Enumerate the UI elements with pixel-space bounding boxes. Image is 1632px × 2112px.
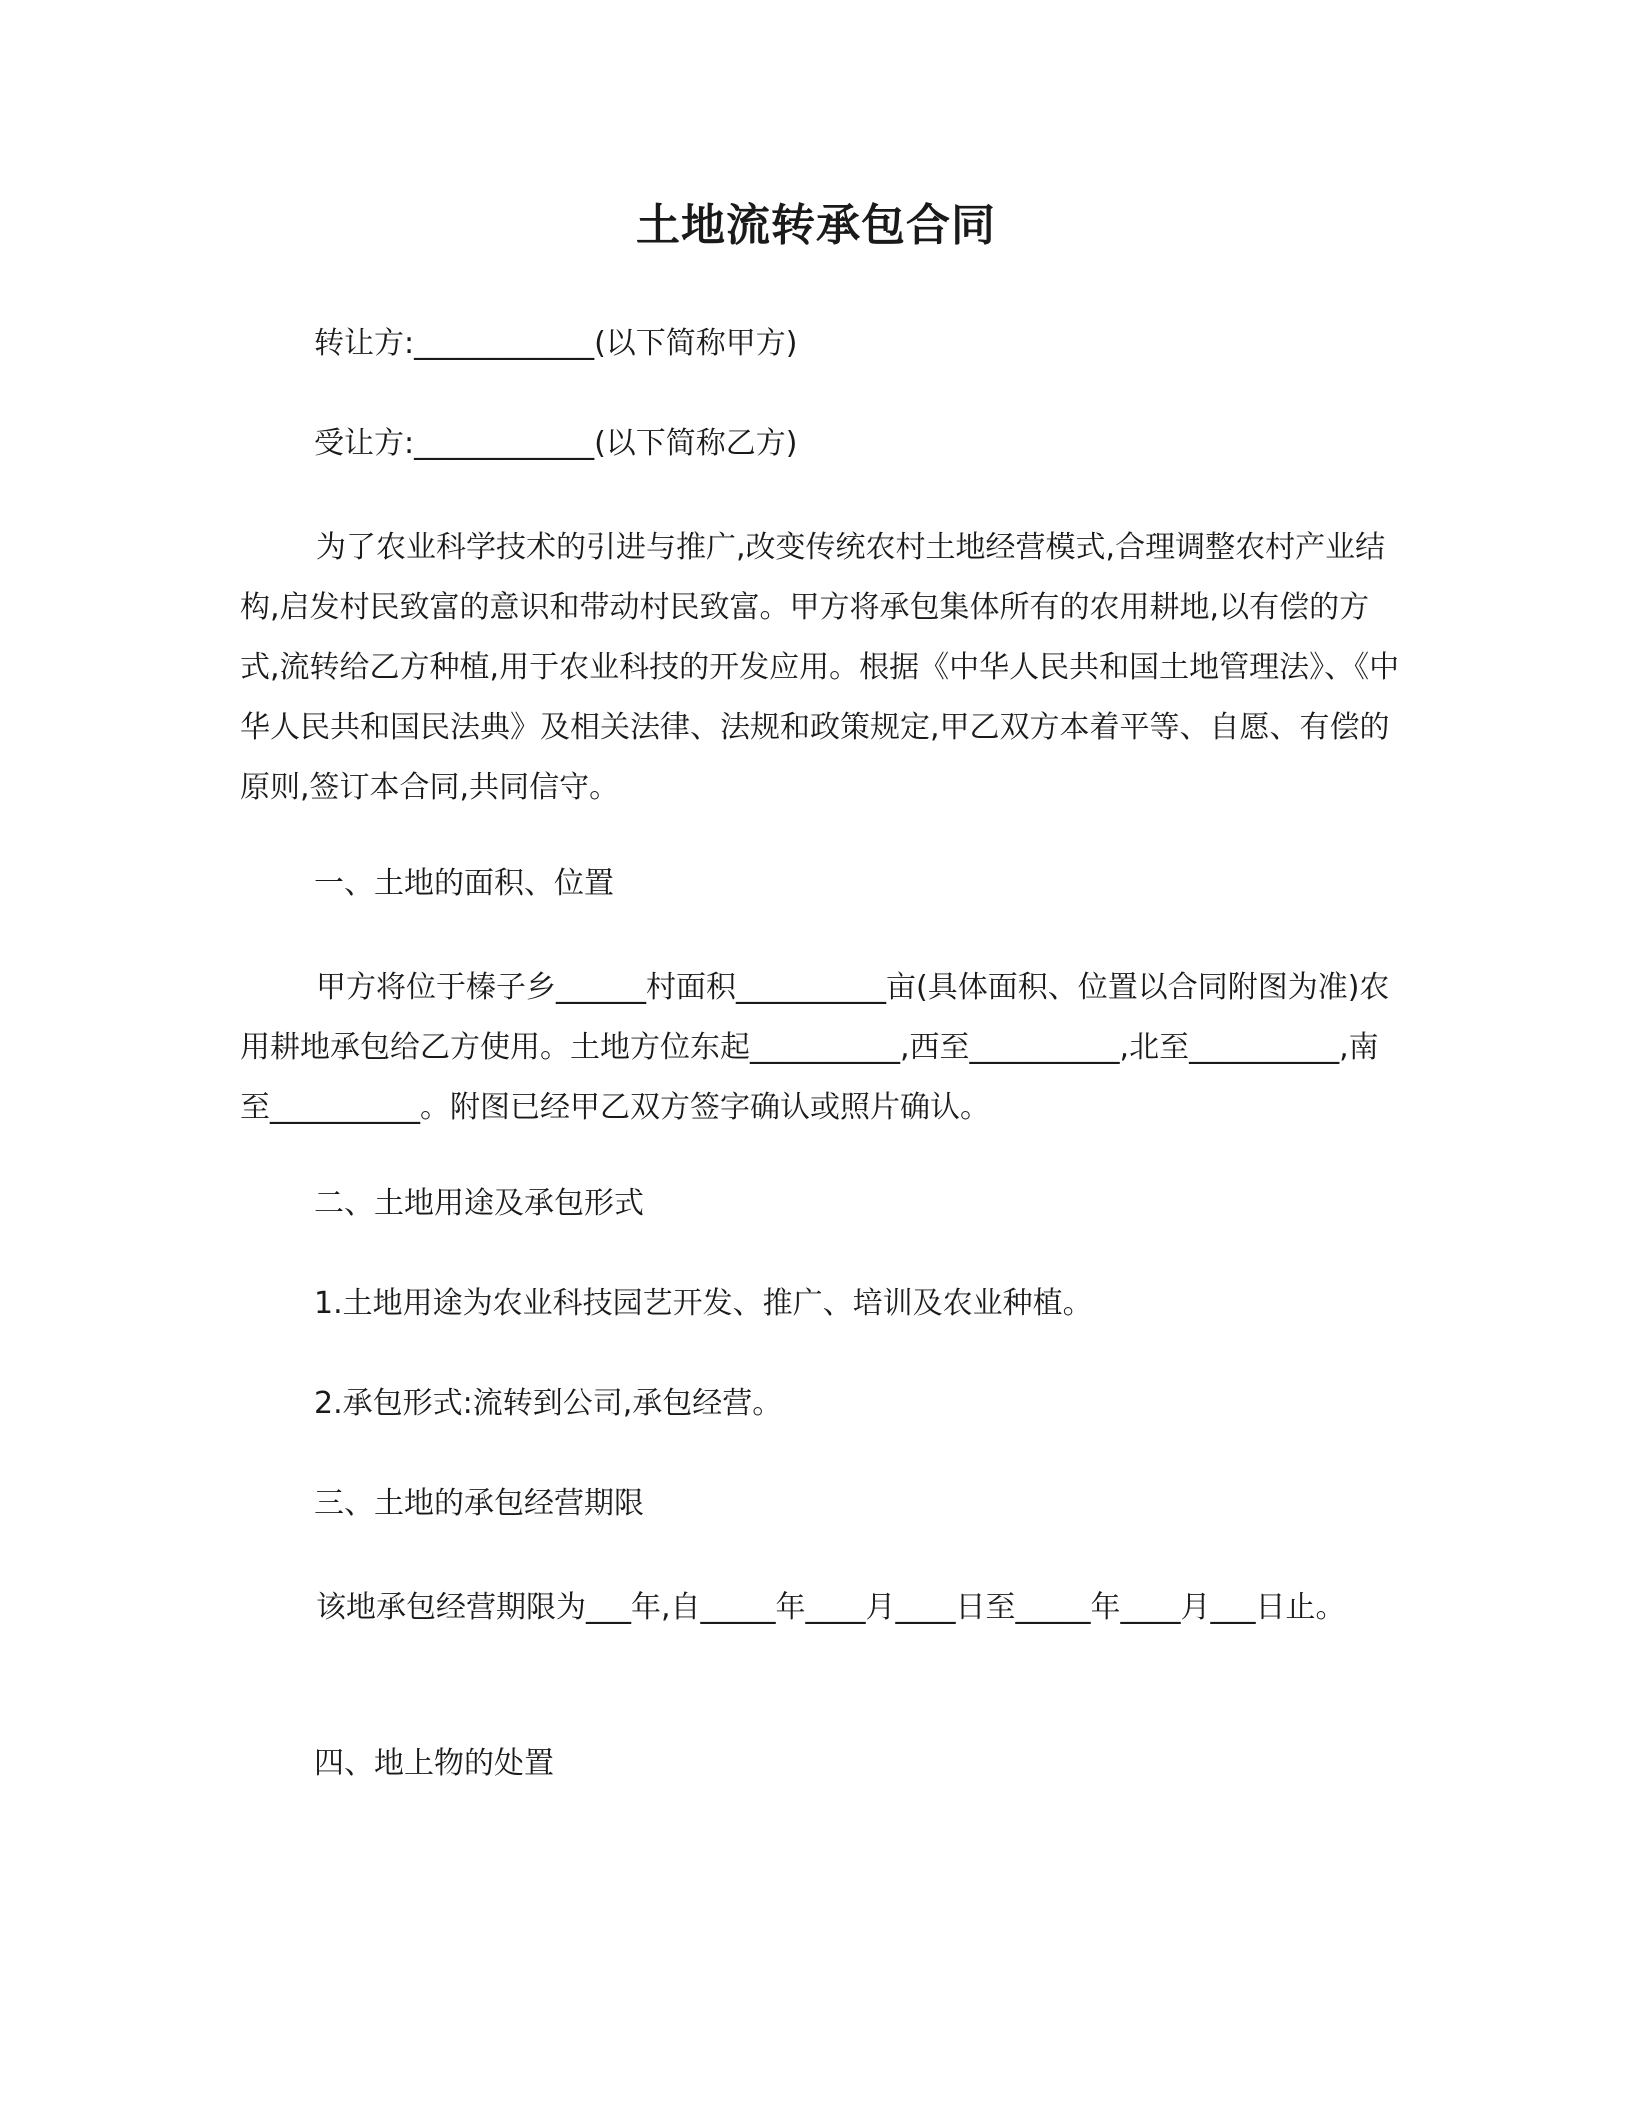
section-2-item-1: 1.土地用途为农业科技园艺开发、推广、培训及农业种植。 — [314, 1286, 1093, 1321]
section-2-item-2: 2.承包形式:流转到公司,承包经营。 — [314, 1386, 783, 1421]
party-a-line: 转让方:____________(以下简称甲方) — [314, 326, 798, 361]
preamble-paragraph: 为了农业科学技术的引进与推广,改变传统农村土地经营模式,合理调整农村产业结构,启发村民致富的意识和带动村民致富。甲方将承包集体所有的农用耕地,以有偿的方式,流转给乙方种植,用于农业科技的开发应用。根据《中华人民共和国土地管理法》、《中华人民共和国民法典》及相关法律、法规和政策规定,甲乙双方本着平等、自愿、有偿的原则,签订本合同,共同信守。 — [240, 530, 1400, 805]
party-b-line: 受让方:____________(以下简称乙方) — [314, 426, 798, 461]
section-1-paragraph: 甲方将位于榛子乡______村面积__________亩(具体面积、位置以合同附图为准)农用耕地承包给乙方使用。土地方位东起__________,西至__________,北至__________,南至__________。附图已经甲乙双方签字确认或照片确认。 — [240, 970, 1390, 1125]
section-3-heading: 三、土地的承包经营期限 — [314, 1486, 644, 1521]
section-4-heading: 四、地上物的处置 — [314, 1746, 554, 1781]
section-3-paragraph: 该地承包经营期限为___年,自_____年____月____日至_____年____月___日止。 — [316, 1590, 1346, 1625]
document-title: 土地流转承包合同 — [636, 200, 996, 251]
section-1-heading: 一、土地的面积、位置 — [314, 866, 614, 901]
section-2-heading: 二、土地用途及承包形式 — [314, 1186, 644, 1221]
